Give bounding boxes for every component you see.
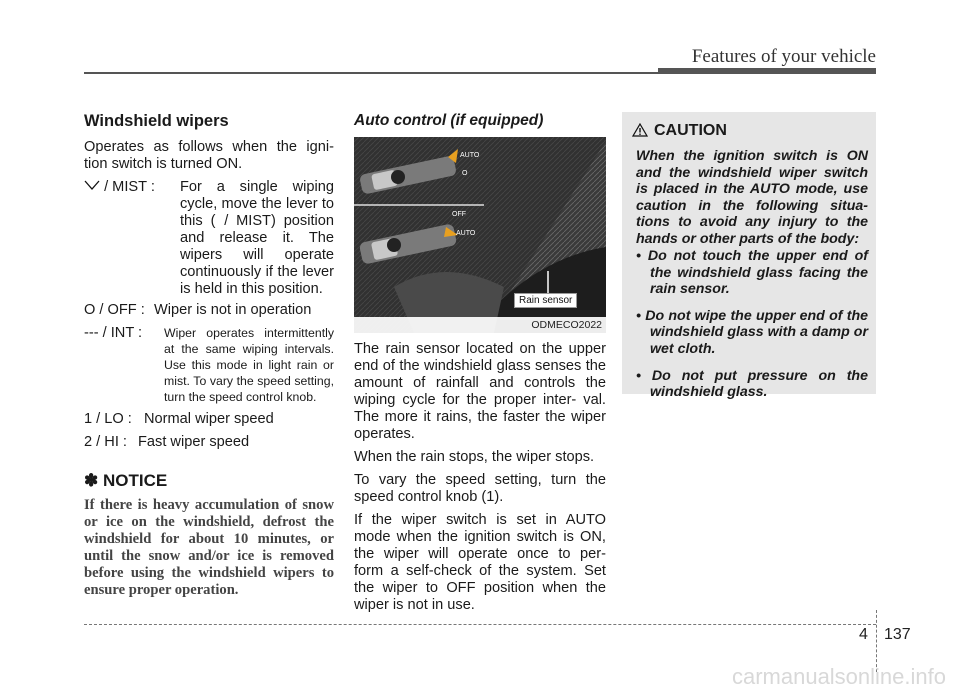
paragraph: If the wiper switch is set in AUTO mode when the ignition switch is ON, the wiper will operate once to per- form a self-check of the system. Set the wiper to OFF position when the wiper is not in use. — [354, 512, 606, 613]
header-title: Features of your vehicle — [691, 46, 876, 67]
rain-sensor-callout: Rain sensor — [514, 293, 577, 308]
paragraph: To vary the speed setting, turn the speed control knob (1). — [354, 472, 606, 505]
middle-column — [354, 112, 606, 620]
warning-triangle-icon — [632, 123, 648, 137]
mode-item-off — [84, 302, 334, 319]
wiper-mist-symbol-icon — [84, 180, 100, 190]
paragraph: The rain sensor located on the upper end of the windshield glass senses the amount of rainfall and controls the wiping cycle for the proper inter- val. The more it rains, the faster the wiper operates. — [354, 341, 606, 442]
figure-label: OFF — [452, 211, 466, 218]
notice-body: If there is heavy accumulation of snow or ice on the windshield, defrost the windshield for about 10 minutes, or until the snow and/or ice is removed before using the windshield wipers to ensure proper operation. — [84, 497, 334, 598]
caution-item: • Do not wipe the upper end of the windshield glass with a damp or wet cloth. — [636, 307, 868, 357]
mode-item-mist — [84, 179, 334, 298]
mode-desc: Wiper is not in operation — [154, 302, 312, 318]
header-rule-accent — [658, 68, 876, 74]
intro-text: Operates as follows when the igni- tion switch is turned ON. — [84, 139, 334, 172]
caution-list — [636, 248, 868, 411]
watermark: carmanualsonline.info — [731, 664, 946, 689]
footer-rule — [84, 624, 876, 625]
notice-title: ✽ NOTICE — [84, 471, 168, 490]
mode-desc: Fast wiper speed — [138, 434, 250, 450]
mode-term: --- / INT : — [84, 325, 143, 341]
wiper-lever-figure — [354, 137, 606, 333]
section-heading: Windshield wipers — [84, 112, 229, 130]
caution-box — [622, 112, 876, 401]
caution-item: • Do not put pressure on the windshield glass. — [636, 367, 868, 401]
mode-term: / MIST : — [104, 179, 155, 195]
mode-term: 2 / HI : — [84, 434, 127, 450]
caution-heading — [632, 122, 727, 140]
mode-item-int — [84, 325, 334, 405]
mode-term: 1 / LO : — [84, 411, 132, 427]
left-column — [84, 112, 334, 599]
page-number: 137 — [884, 626, 911, 643]
section-heading: Auto control (if equipped) — [354, 112, 544, 129]
caution-intro: When the ignition switch is ON and the windshield wiper switch is placed in the AUTO mode, use caution in the following situa- tions to avoid any injury to the hands or other parts of the body: — [636, 148, 868, 247]
mode-desc: Wiper operates intermittently at the same wiping intervals. Use this mode in light rain or mist. To vary the speed setting, turn the speed control knob. — [164, 326, 334, 404]
section-number: 4 — [859, 626, 868, 643]
page-separator — [876, 610, 877, 672]
mode-item-lo — [84, 411, 334, 428]
figure-code: ODMECO2022 — [531, 319, 602, 331]
mode-desc: For a single wiping cycle, move the lever to this ( / MIST) position and release it. The wipers will operate continuously if the lever is held in this position. — [180, 179, 334, 297]
caution-title: CAUTION — [654, 122, 727, 139]
mode-term: O / OFF : — [84, 302, 145, 318]
paragraph: When the rain stops, the wiper stops. — [354, 449, 595, 465]
caution-item: • Do not touch the upper end of the windshield glass facing the rain sensor. — [636, 248, 868, 298]
mode-item-hi — [84, 434, 334, 451]
figure-label: AUTO — [456, 230, 476, 237]
figure-label: O — [462, 170, 468, 177]
figure-label: AUTO — [460, 152, 480, 159]
mode-desc: Normal wiper speed — [144, 411, 274, 427]
